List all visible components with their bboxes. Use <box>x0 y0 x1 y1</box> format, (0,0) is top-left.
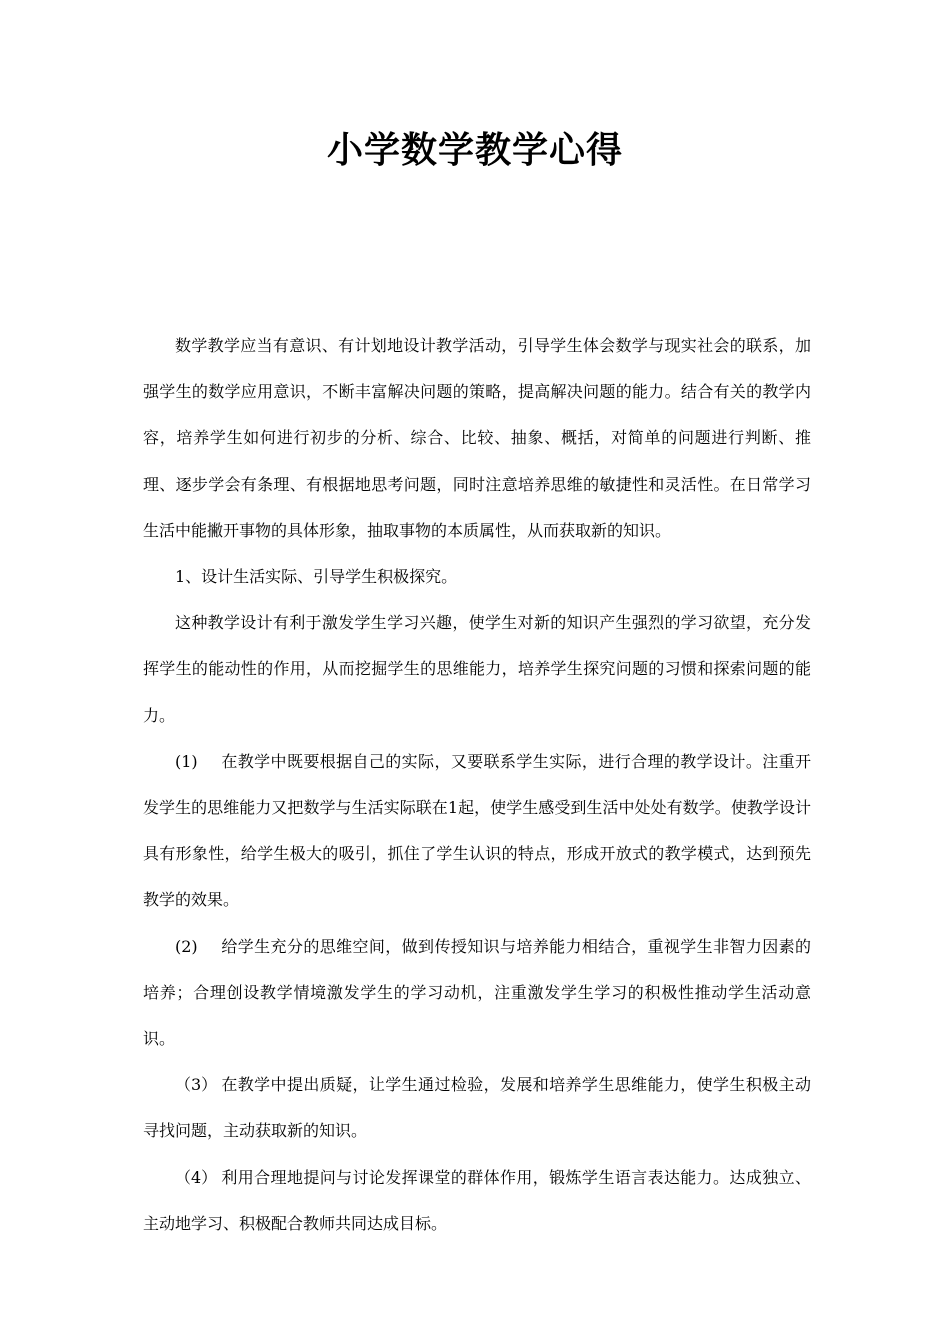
list-item-number: (1) <box>175 751 198 771</box>
list-item-4 <box>143 1155 811 1247</box>
list-item-1 <box>143 739 811 924</box>
list-item-text: 给学生充分的思维空间，做到传授知识与培养能力相结合，重视学生非智力因素的培养；合理创设教学情境激发学生的学习动机，注重激发学生学习的积极性推动学生活动意识。 <box>143 936 811 1049</box>
document-title: 小学数学教学心得 <box>326 129 623 171</box>
section-heading: 1、设计生活实际、引导学生积极探究。 <box>175 567 458 587</box>
list-item-number: （3） <box>175 1075 218 1095</box>
intro-paragraph: 数学教学应当有意识、有计划地设计教学活动，引导学生体会数学与现实社会的联系，加强学生的数学应用意识，不断丰富解决问题的策略，提高解决问题的能力。结合有关的教学内容，培养学生如何进行初步的分析、综合、比较、抽象、概括，对简单的问题进行判断、推理、逐步学会有条理、有根据地思考问题，同时注意培养思维的敏捷性和灵活性。在日常学习生活中能撇开事物的具体形象，抽取事物的本质属性，从而获取新的知识。 <box>143 336 811 540</box>
section-paragraph: 这种教学设计有利于激发学生学习兴趣，使学生对新的知识产生强烈的学习欲望，充分发挥学生的能动性的作用，从而挖掘学生的思维能力，培养学生探究问题的习惯和探索问题的能力。 <box>143 613 811 725</box>
list-item-number: （4） <box>175 1167 218 1187</box>
list-item-number: (2) <box>175 936 198 956</box>
document-body <box>143 323 811 1247</box>
list-item-text: 在教学中既要根据自己的实际，又要联系学生实际，进行合理的教学设计。注重开发学生的思维能力又把数学与生活实际联在1起，使学生感受到生活中处处有数学。使教学设计具有形象性，给学生极大的吸引，抓住了学生认识的特点，形成开放式的教学模式，达到预先教学的效果。 <box>143 751 811 910</box>
list-item-3 <box>143 1062 811 1154</box>
list-item-2 <box>143 924 811 1063</box>
list-item-text: 在教学中提出质疑，让学生通过检验，发展和培养学生思维能力，使学生积极主动寻找问题，主动获取新的知识。 <box>143 1075 811 1141</box>
list-item-text: 利用合理地提问与讨论发挥课堂的群体作用，锻炼学生语言表达能力。达成独立、主动地学习、积极配合教师共同达成目标。 <box>143 1167 811 1233</box>
